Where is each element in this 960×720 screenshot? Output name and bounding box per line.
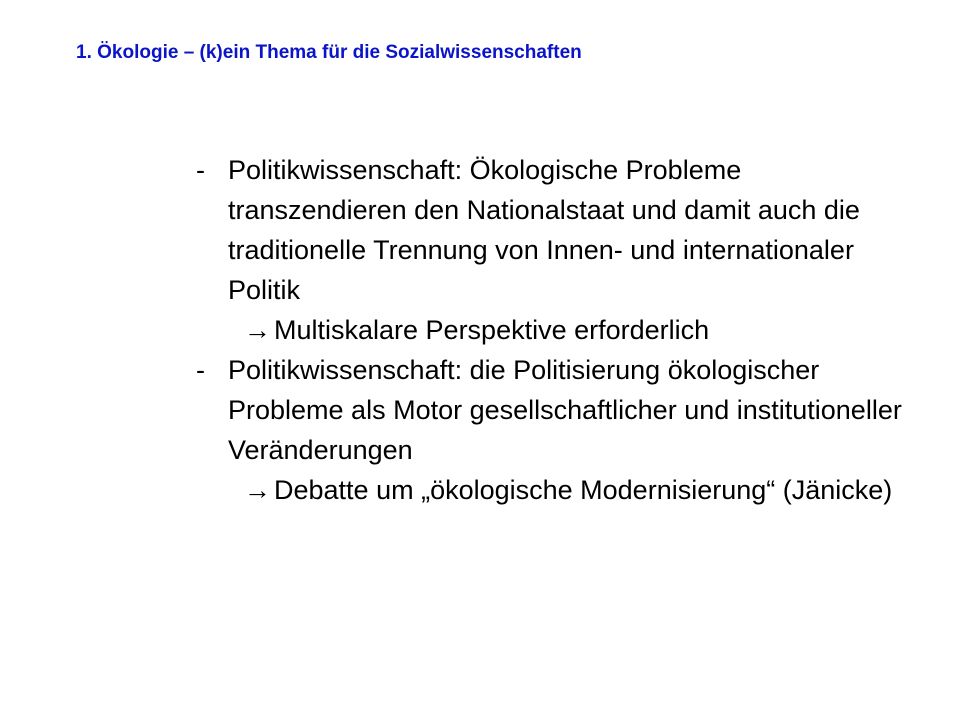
conclusion-text: Multiskalare Perspektive erforderlich [274,315,710,345]
arrow-right-icon: → [244,475,271,505]
dash-marker: - [196,355,205,385]
bullet-text: Politikwissenschaft: Ökologische Probleme transzendieren den Nationalstaat und damit auch die traditionelle Trennung von Innen- und internationaler Politik [228,155,860,305]
dash-marker: - [196,155,205,185]
bullet-text: Politikwissenschaft: die Politisierung ökologischer Probleme als Motor gesellschaftlicher und institutioneller Veränderungen [228,355,902,465]
conclusion-text: Debatte um „ökologische Modernisierung“ (Jänicke) [274,475,893,505]
bullet-item [196,350,916,470]
slide-content [196,150,916,510]
arrow-right-icon: → [244,315,271,345]
conclusion-line [196,310,916,350]
bullet-item [196,150,916,310]
conclusion-line [196,470,916,510]
slide-title: 1. Ökologie – (k)ein Thema für die Sozialwissenschaften [76,42,582,63]
